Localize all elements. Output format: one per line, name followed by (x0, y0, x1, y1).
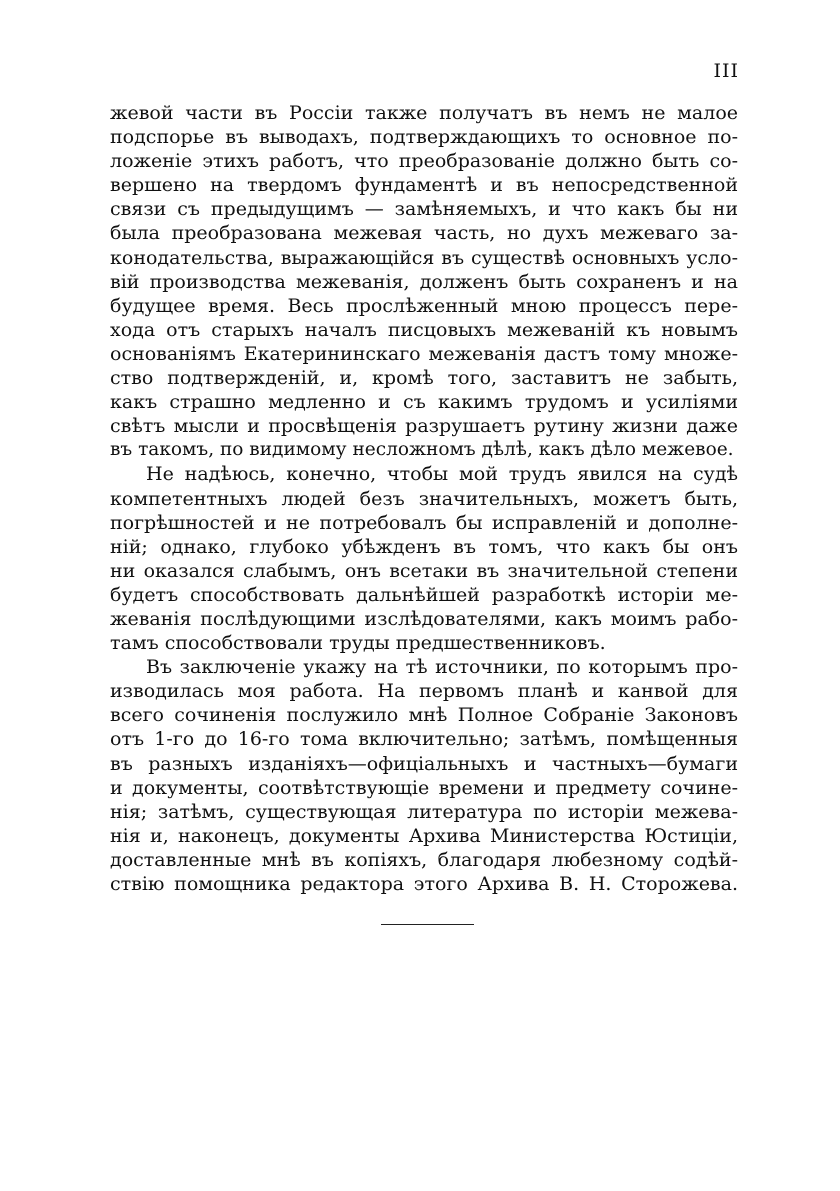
text-line: Въ заключеніе укажу на тѣ источники, по которымъ про- (146, 656, 738, 679)
text-line: компетентныхъ людей безъ значительныхъ, можетъ быть, (110, 487, 738, 510)
text-line: ство подтвержденій, и, кромѣ того, заставитъ не забыть, (110, 367, 738, 390)
text-line: будетъ способствовать дальнѣйшей разработкѣ исторіи ме- (110, 583, 738, 606)
text-line: ній; однако, глубоко убѣжденъ въ томъ, что какъ бы онъ (110, 535, 738, 558)
page-number: III (713, 60, 739, 82)
text-line: изводилась моя работа. На первомъ планѣ и канвой для (110, 680, 738, 703)
text-line: жеванія послѣдующими изслѣдователями, какъ моимъ рабо- (110, 607, 738, 630)
text-line: конодательства, выражающійся въ существѣ основныхъ усло- (110, 246, 738, 269)
text-line: погрѣшностей и не потребовалъ бы исправленій и дополне- (110, 511, 738, 534)
paragraph-2 (110, 462, 738, 655)
text-line: доставленные мнѣ въ копіяхъ, благодаря любезному содѣй- (110, 848, 738, 871)
text-line: въ разныхъ изданіяхъ—офиціальныхъ и частныхъ—бумаги (110, 752, 738, 775)
body-text (110, 101, 738, 896)
text-line: тамъ способствовали труды предшественниковъ. (110, 632, 606, 655)
text-line: какъ страшно медленно и съ какимъ трудомъ и усиліями (110, 391, 738, 414)
text-line: хода отъ старыхъ началъ писцовыхъ межеваній къ новымъ (110, 318, 738, 341)
closing-rule (381, 924, 474, 925)
text-line: вій производства межеванія, долженъ быть сохраненъ и на (110, 270, 738, 293)
text-line: нія; затѣмъ, существующая литература по исторіи межева- (110, 800, 738, 823)
text-line: ложеніе этихъ работъ, что преобразованіе должно быть со- (110, 150, 738, 173)
text-line: основаніямъ Екатерининскаго межеванія дастъ тому множе- (110, 342, 738, 365)
text-line: жевой части въ Россіи также получатъ въ немъ не малое (110, 102, 738, 124)
text-line: ствію помощника редактора этого Архива В. Н. Сторожева. (110, 873, 738, 895)
text-line: и документы, соотвѣтствующіе времени и предмету сочине- (110, 776, 738, 799)
text-line: всего сочиненія послужило мнѣ Полное Собраніе Законовъ (110, 704, 738, 727)
text-line: свѣтъ мысли и просвѣщенія разрушаетъ рутину жизни даже (110, 415, 738, 438)
text-line: связи съ предыдущимъ — замѣняемыхъ, и что какъ бы ни (110, 198, 738, 221)
text-line: нія и, наконецъ, документы Архива Министерства Юстиціи, (110, 824, 738, 847)
text-line: подспорье въ выводахъ, подтверждающихъ то основное по- (110, 126, 738, 149)
paragraph-1 (110, 101, 738, 462)
text-line: въ такомъ, по видимому несложномъ дѣлѣ, какъ дѣло межевое. (110, 439, 734, 461)
text-line: вершено на твердомъ фундаментѣ и въ непосредственной (110, 174, 738, 197)
paragraph-3 (110, 655, 738, 896)
text-line: Не надѣюсь, конечно, чтобы мой трудъ явился на судѣ (146, 463, 738, 486)
text-line: была преобразована межевая часть, но духъ межеваго за- (110, 222, 738, 245)
text-line: ни оказался слабымъ, онъ всетаки въ значительной степени (110, 559, 738, 582)
text-line: будущее время. Весь прослѣженный мною процессъ пере- (110, 294, 738, 317)
text-line: отъ 1-го до 16-го тома включительно; затѣмъ, помѣщенныя (110, 728, 738, 751)
